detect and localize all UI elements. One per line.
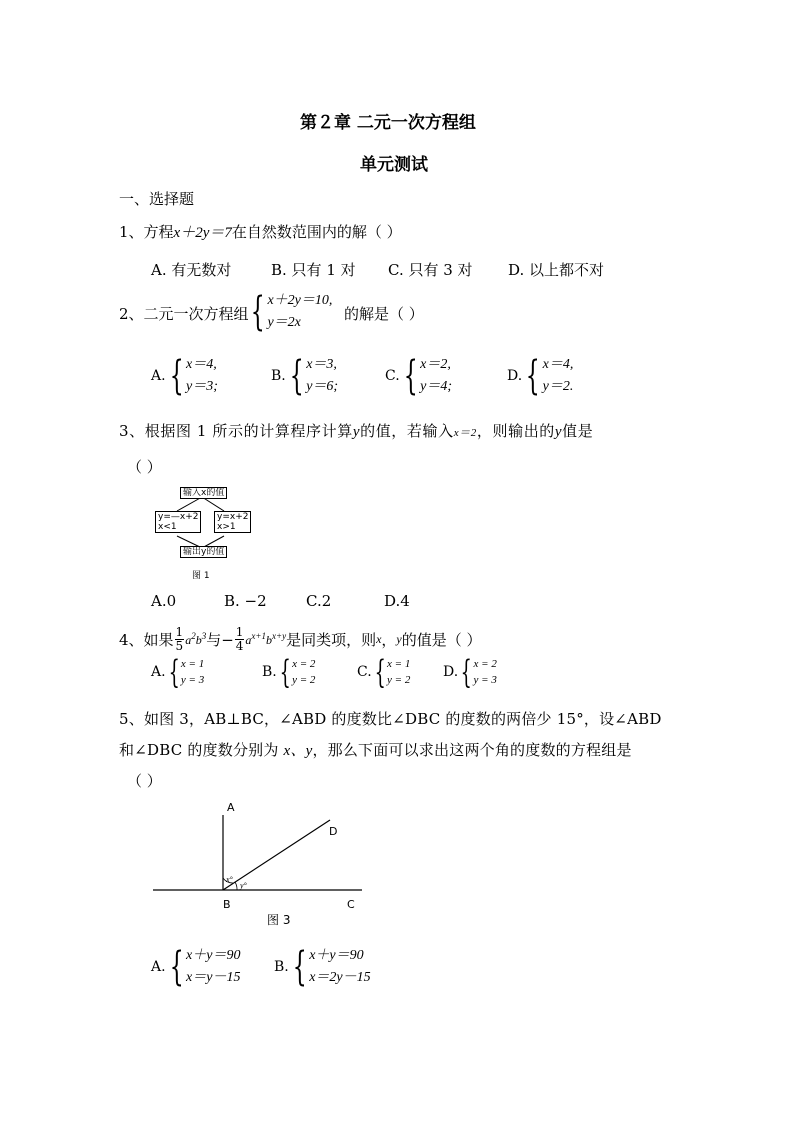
- option-row: x＋y＝90: [309, 948, 364, 963]
- point-a-label: A: [227, 801, 235, 814]
- term-1-exp-b: 3: [201, 631, 207, 641]
- term-1-b: b: [195, 633, 202, 647]
- brace-icon: {: [250, 289, 265, 335]
- option-label: A.: [151, 368, 166, 384]
- q4-option-a[interactable]: [151, 653, 205, 691]
- angle-y-label: y°: [240, 881, 247, 890]
- option-row: x = 2: [473, 658, 497, 670]
- q3-option-c[interactable]: C.2: [306, 592, 332, 610]
- term-1-a: a: [185, 633, 192, 647]
- q5-line2-a: 和∠DBC 的度数分别为: [119, 741, 284, 759]
- q5-line-2: [119, 739, 632, 760]
- brace-icon: {: [168, 653, 180, 691]
- flow-left-line-1: y=—x+2: [158, 512, 199, 522]
- negative-sign: −: [221, 630, 234, 649]
- option-row: x = 2: [292, 658, 316, 670]
- flow-output-box: 输出y的值: [180, 546, 227, 558]
- q2-system: [248, 290, 332, 334]
- angle-x-label: x°: [226, 875, 233, 884]
- q5-line-1: 5、如图 3，AB⊥BC，∠ABD 的度数比∠DBC 的度数的两倍少 15°，设∠ABD: [119, 710, 662, 728]
- question-4: [119, 626, 482, 653]
- term-1-exp-a: 2: [191, 631, 196, 641]
- option-row: x＝2,: [420, 357, 451, 372]
- q4-prefix: 4、如果: [119, 631, 174, 649]
- q2-option-a[interactable]: [151, 354, 218, 398]
- point-b-label: B: [223, 898, 231, 911]
- flowchart-figure: [152, 484, 252, 584]
- flow-left-line-2: x<1: [158, 522, 177, 532]
- brace-icon: {: [403, 353, 418, 399]
- q4-suffix-b: 的值是（ ）: [401, 631, 482, 649]
- q2-option-d[interactable]: [507, 354, 573, 398]
- q1-prefix: 1、方程: [119, 223, 174, 241]
- q1-option-a[interactable]: A. 有无数对: [151, 261, 232, 279]
- q4-suffix-a: 是同类项，则: [286, 631, 377, 649]
- q5-option-a[interactable]: [151, 945, 240, 989]
- q1-option-d[interactable]: D. 以上都不对: [508, 261, 605, 279]
- point-d-label: D: [329, 825, 338, 838]
- page-subtitle: 单元测试: [360, 155, 428, 175]
- q3-option-d[interactable]: D.4: [384, 592, 410, 610]
- flow-right-box: [214, 511, 251, 533]
- q2-prefix: 2、二元一次方程组: [119, 305, 249, 323]
- flow-input-box: 输入x的值: [180, 487, 227, 499]
- option-label: A.: [151, 959, 166, 975]
- option-row: x＝4,: [542, 357, 574, 372]
- figure-1-caption: 图 1: [192, 571, 210, 581]
- option-row: y = 2: [387, 674, 411, 686]
- option-label: D.: [507, 368, 523, 384]
- angle-figure: [150, 800, 370, 935]
- option-row: y＝2.: [542, 379, 574, 394]
- figure-3-caption: 图 3: [267, 913, 291, 927]
- q1-suffix: 在自然数范围内的解（ ）: [231, 223, 402, 241]
- q2-option-b[interactable]: [271, 354, 338, 398]
- q3-text-b: 的值，若输入: [360, 422, 454, 440]
- q2-suffix: 的解是（ ）: [344, 305, 424, 323]
- flow-left-box: [155, 511, 201, 533]
- term-2-exp-a: x+1: [251, 631, 266, 641]
- brace-icon: {: [374, 653, 386, 691]
- q2-sys-row-2: y＝2x: [267, 315, 301, 330]
- option-row: x = 1: [180, 658, 205, 670]
- option-row: x＝2y－15: [309, 970, 371, 985]
- brace-icon: {: [289, 353, 304, 399]
- flow-right-line-2: x>1: [217, 522, 236, 532]
- section-heading: 一、选择题: [119, 190, 195, 208]
- term-2-b: b: [266, 633, 272, 647]
- brace-icon: {: [169, 944, 184, 990]
- q4-var-y: y: [396, 632, 402, 646]
- q3-option-a[interactable]: A.0: [151, 592, 177, 610]
- term-2-a: a: [245, 633, 252, 647]
- q3-option-b[interactable]: B. −2: [224, 592, 267, 610]
- q3-input: x＝2: [453, 427, 477, 439]
- q4-comma: ，: [381, 631, 397, 649]
- term-2-exp-b: x+y: [272, 631, 287, 641]
- q2-sys-row-1: x＋2y＝10,: [267, 293, 333, 308]
- q3-text-d: 值是: [562, 422, 594, 440]
- option-row: y＝3;: [186, 379, 218, 394]
- fraction-2: [235, 626, 245, 653]
- option-label: D.: [443, 664, 459, 680]
- q4-option-d[interactable]: [443, 653, 497, 691]
- option-row: y = 2: [292, 674, 316, 686]
- fraction-1: [175, 626, 185, 653]
- option-label: B.: [274, 959, 289, 975]
- brace-icon: {: [525, 353, 540, 399]
- option-label: A.: [151, 664, 166, 680]
- denominator: 5: [175, 639, 184, 653]
- option-row: x＝3,: [306, 357, 337, 372]
- page-title: 第２章 二元一次方程组: [300, 113, 476, 133]
- q4-with: 与: [206, 631, 222, 649]
- q3-var-y-2: y: [554, 424, 563, 440]
- brace-icon: {: [169, 353, 184, 399]
- option-row: x＝4,: [186, 357, 217, 372]
- brace-icon: {: [292, 944, 307, 990]
- q1-equation: x＋2y＝7: [173, 225, 232, 241]
- numerator: 1: [235, 625, 244, 639]
- q5-vars: x、y: [283, 743, 313, 759]
- q4-var-x: x: [376, 632, 382, 646]
- option-row: x＋y＝90: [186, 948, 241, 963]
- q4-option-c[interactable]: [357, 653, 411, 691]
- option-label: B.: [271, 368, 286, 384]
- question-1: [119, 221, 402, 242]
- option-row: x = 1: [387, 658, 411, 670]
- option-row: y＝4;: [420, 379, 453, 394]
- option-row: y = 3: [473, 674, 497, 686]
- option-label: C.: [385, 368, 400, 384]
- numerator: 1: [175, 625, 184, 639]
- option-label: C.: [357, 664, 372, 680]
- q3-text-c: ，则输出的: [476, 422, 555, 440]
- option-row: x＝y－15: [186, 970, 241, 985]
- q3-text-a: 3、根据图 1 所示的计算程序计算: [119, 422, 353, 440]
- point-c-label: C: [347, 898, 355, 911]
- q2-option-c[interactable]: [385, 354, 452, 398]
- q1-option-b[interactable]: B. 只有 1 对: [271, 261, 356, 279]
- option-row: y＝6;: [306, 379, 339, 394]
- q5-paren: （ ）: [127, 772, 162, 790]
- q5-option-b[interactable]: [274, 945, 371, 989]
- q5-line2-b: ，那么下面可以求出这两个角的度数的方程组是: [312, 741, 632, 759]
- option-label: B.: [262, 664, 277, 680]
- brace-icon: {: [279, 653, 291, 691]
- option-row: y = 3: [180, 674, 205, 686]
- question-3: [119, 420, 593, 441]
- denominator: 4: [235, 639, 244, 653]
- brace-icon: {: [460, 653, 472, 691]
- q3-var-y: y: [352, 424, 361, 440]
- flow-right-line-1: y=x+2: [217, 512, 249, 522]
- q4-option-b[interactable]: [262, 653, 316, 691]
- q3-paren: （ ）: [127, 458, 162, 476]
- q1-option-c[interactable]: C. 只有 3 对: [388, 261, 473, 279]
